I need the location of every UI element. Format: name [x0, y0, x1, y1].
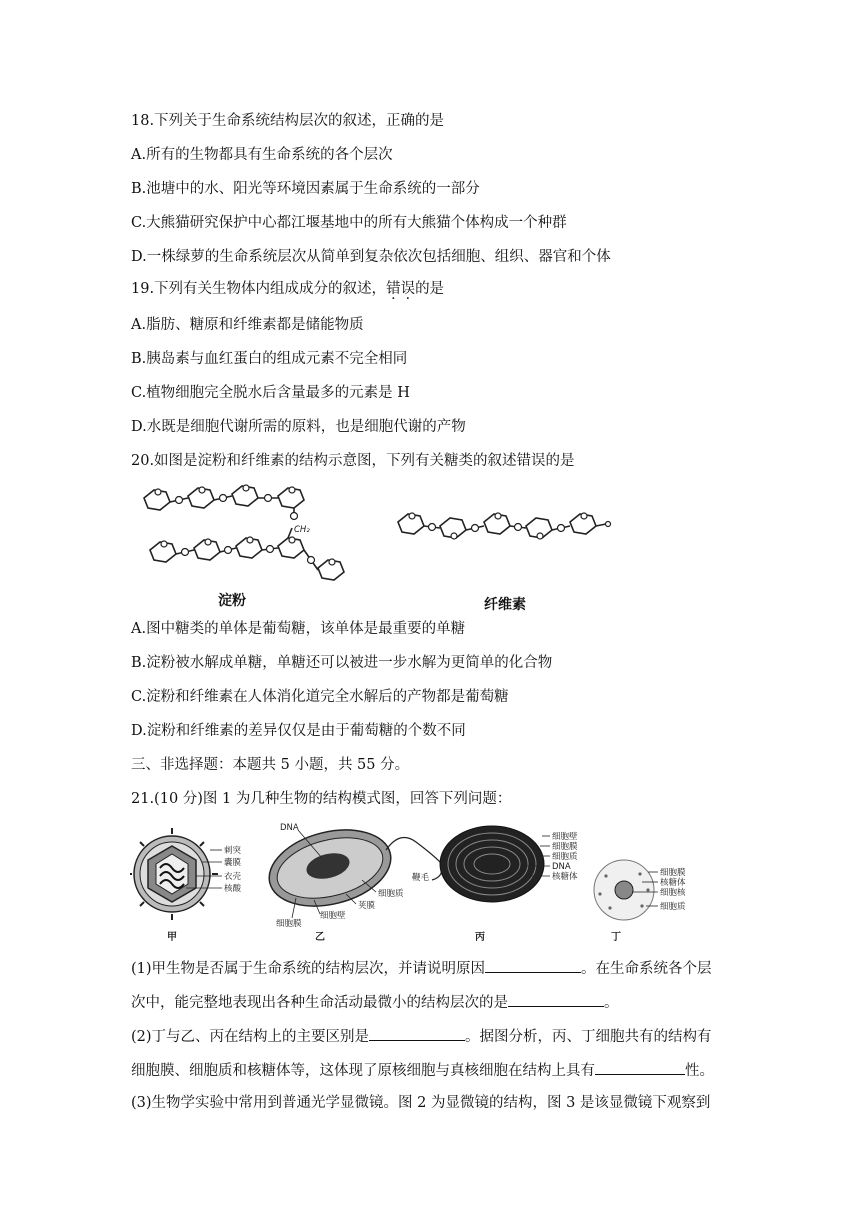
animal-cell-diagram — [594, 860, 686, 943]
q21-part2-line2 — [131, 1060, 714, 1080]
virus-name: 甲 — [167, 932, 177, 943]
q21-part3-line1: (3)生物学实验中常用到普通光学显微镜。图 2 为显微镜的结构，图 3 是该显微镜下观察到 — [131, 1095, 711, 1111]
starch-structure-diagram — [136, 472, 356, 587]
bacterium-name: 乙 — [315, 932, 325, 943]
q20-option-c: C.淀粉和纤维素在人体消化道完全水解后的产物都是葡萄糖 — [131, 689, 509, 705]
cyano-name: 丙 — [475, 932, 485, 943]
virus-label-1: 囊膜 — [224, 858, 242, 868]
q21-p1-text-d: 。 — [604, 995, 619, 1011]
q19-stem — [131, 280, 444, 298]
q21-p1-text-b: 。在生命系统各个层 — [581, 961, 712, 977]
answer-blank-3[interactable] — [369, 1026, 465, 1041]
q21-part2-line1 — [131, 1026, 712, 1046]
q18-option-d: D.一株绿萝的生命系统层次从简单到复杂依次包括细胞、组织、器官和个体 — [131, 249, 611, 265]
animal-label-1: 核糖体 — [660, 878, 686, 888]
cyano-label-3: DNA — [552, 862, 571, 872]
q21-stem: 21.(10 分)图 1 为几种生物的结构模式图，回答下列问题： — [131, 791, 512, 807]
virus-diagram — [130, 828, 242, 943]
q18-stem: 18.下列关于生命系统结构层次的叙述，正确的是 — [131, 113, 445, 129]
q21-p2-text-c: 细胞膜、细胞质和核糖体等，这体现了原核细胞与真核细胞在结构上具有 — [131, 1063, 595, 1079]
cellulose-structure-diagram — [394, 500, 624, 550]
cyano-label-2: 细胞质 — [552, 852, 578, 862]
q21-part1-line2 — [131, 992, 619, 1012]
cellulose-caption: 纤维素 — [484, 597, 526, 613]
q19-option-a: A.脂肪、糖原和纤维素都是储能物质 — [131, 317, 364, 333]
starch-caption: 淀粉 — [218, 593, 246, 609]
animal-label-2: 细胞核 — [660, 888, 686, 898]
cyano-label-4: 核糖体 — [552, 872, 578, 882]
bacterium-label-2: 荚膜 — [358, 901, 376, 911]
q21-p1-text-a: (1)甲生物是否属于生命系统的结构层次，并请说明原因 — [131, 961, 486, 977]
answer-blank-1[interactable] — [485, 958, 581, 973]
bacterium-label-0: 鞭毛 — [412, 873, 430, 883]
q19-option-b: B.胰岛素与血红蛋白的组成元素不完全相同 — [131, 351, 408, 367]
q21-p2-text-d: 性。 — [685, 1063, 714, 1079]
q21-part1-line1 — [131, 958, 712, 978]
virus-label-3: 核酸 — [224, 884, 242, 894]
animal-label-0: 细胞膜 — [660, 868, 686, 878]
q18-option-c: C.大熊猫研究保护中心都江堰基地中的所有大熊猫个体构成一个种群 — [131, 215, 567, 231]
bacterium-diagram — [261, 818, 442, 943]
bacterium-label-3: 细胞壁 — [320, 911, 346, 921]
q19-emph-2: 误 — [400, 281, 416, 297]
bacterium-label-1: 细胞质 — [378, 889, 404, 899]
cyano-label-1: 细胞膜 — [552, 842, 578, 852]
q19-emph-1: 错 — [386, 281, 401, 297]
q20-stem: 20.如图是淀粉和纤维素的结构示意图，下列有关糖类的叙述错误的是 — [131, 453, 575, 469]
q19-stem-pre: 19.下列有关生物体内组成成分的叙述， — [131, 281, 387, 297]
animal-label-3: 细胞质 — [660, 902, 686, 912]
q21-p2-text-a: (2)丁与乙、丙在结构上的主要区别是 — [131, 1029, 370, 1045]
section-heading: 三、非选择题：本题共 5 小题，共 55 分。 — [131, 757, 410, 773]
q20-option-a: A.图中糖类的单体是葡萄糖，该单体是最重要的单糖 — [131, 621, 466, 637]
answer-blank-4[interactable] — [595, 1060, 685, 1075]
virus-label-0: 刺突 — [224, 846, 242, 856]
animal-name: 丁 — [611, 932, 621, 943]
organism-structure-figure — [130, 814, 730, 946]
answer-blank-2[interactable] — [508, 992, 604, 1007]
q21-p1-text-c: 次中，能完整地表现出各种生命活动最微小的结构层次的是 — [131, 995, 508, 1011]
virus-label-2: 衣壳 — [224, 872, 242, 882]
bacterium-dna-label: DNA — [280, 823, 299, 833]
q18-option-a: A.所有的生物都具有生命系统的各个层次 — [131, 147, 393, 163]
bacterium-label-4: 细胞膜 — [276, 919, 302, 929]
q20-option-d: D.淀粉和纤维素的差异仅仅是由于葡萄糖的个数不同 — [131, 723, 466, 739]
q19-option-d: D.水既是细胞代谢所需的原料，也是细胞代谢的产物 — [131, 419, 466, 435]
q19-option-c: C.植物细胞完全脱水后含量最多的元素是 H — [131, 385, 410, 401]
ch2-label: CH₂ — [294, 525, 310, 535]
q20-option-b: B.淀粉被水解成单糖，单糖还可以被进一步水解为更简单的化合物 — [131, 655, 553, 671]
q19-stem-post: 的是 — [415, 281, 445, 297]
cyanobacterium-diagram — [440, 826, 578, 943]
cyano-label-0: 细胞壁 — [552, 832, 578, 842]
q21-p2-text-b: 。据图分析，丙、丁细胞共有的结构有 — [465, 1029, 712, 1045]
q18-option-b: B.池塘中的水、阳光等环境因素属于生命系统的一部分 — [131, 181, 480, 197]
